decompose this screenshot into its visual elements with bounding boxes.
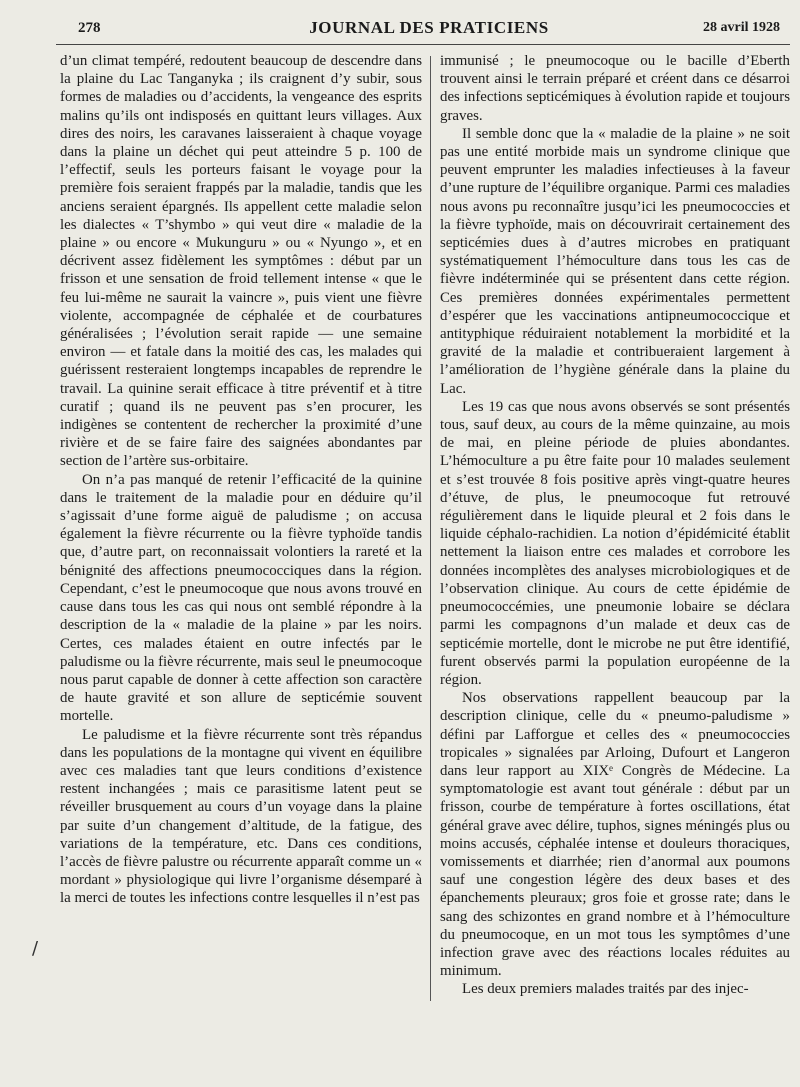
journal-title: JOURNAL DES PRATICIENS bbox=[309, 18, 549, 37]
right-column bbox=[440, 52, 790, 1052]
column-divider bbox=[430, 56, 431, 1001]
paragraph: Nos observations rappellent beaucoup par la description clinique, celle du « pneumo-paludisme » défini par Lafforgue et celles des « pneumococcies tropicales » signalées par Arloing, Dufourt et Langeron dans leur rapport au XIXᵉ Congrès de Médecine. La symptomatologie est avant tout générale : début par un frisson, courbe de température à fortes oscillations, état général grave avec délire, tuphos, signes méningés plus ou moins accusés, céphalée intense et douleurs thoraciques, vomissements et diarrhée; rien d’anormal aux poumons sauf une congestion légère des deux bases et des épanchements pleuraux; gros foie et grosse rate; dans le sang des schizontes en grand nombre et à l’hémoculture du pneumocoque, en un mot tous les symptômes d’une infection grave avec des réactions locales réduites au minimum. bbox=[440, 690, 790, 980]
paragraph: d’un climat tempéré, redoutent beaucoup de descendre dans la plaine du Lac Tanganyka ; ils craignent d’y subir, sous formes de maladies ou d’accidents, la vengeance des esprits malins qu’ils ont indisposés en quittant leurs villages. Aux dires des noirs, les caravanes laisseraient à chaque voyage dans la plaine un déchet qui peut atteindre 5 p. 100 de l’effectif, seuls les porteurs faisant le voyage pour la première fois seraient frappés par la maladie, tandis que les anciens seraient épargnés. Ils appellent cette maladie selon les dialectes « T’shymbo » qui veut dire « maladie de la plaine » ou encore « Mukunguru » ou « Nyungo », et en décrivent assez fidèlement les symptômes : début par un frisson et une sensation de froid tellement intense « que le feu lui-même ne saurait la vaincre », puis vient une fièvre violente, accompagnée de céphalée et de courbatures généralisées ; l’évolution serait rapide — une semaine environ — et fatale dans la moitié des cas, les malades qui guérissent resteraient longtemps incapables de reprendre le travail. La quinine serait efficace à titre préventif et à titre curatif ; quand ils ne peuvent pas s’en procurer, les indigènes se contentent de rechercher la proximité d’une rivière et de se faire faire des saignées abondantes par section de l’artère sus-orbitaire. bbox=[60, 53, 422, 470]
header-rule bbox=[56, 44, 790, 45]
running-header bbox=[78, 14, 780, 44]
paragraph: Le paludisme et la fièvre récurrente sont très répandus dans les populations de la montagne qui vivent en équilibre avec ces maladies tant que leurs conditions d’existence restent inchangées ; mais ce parasitisme latent peut se réveiller brusquement au cours d’un voyage dans la plaine par suite d’un changement d’altitude, de la fatigue, des variations de la température, etc. Dans ces conditions, l’accès de fièvre palustre ou récurrente apparaît comme un « mordant » physiologique qui livre l’organisme désemparé à la merci de toutes les infections contre lesquelles il n’est pas bbox=[60, 726, 422, 907]
paragraph: Les deux premiers malades traités par des injec- bbox=[462, 981, 749, 998]
page-number: 278 bbox=[78, 20, 101, 36]
paragraph: immunisé ; le pneumocoque ou le bacille d’Eberth trouvent ainsi le terrain préparé et créent dans ce désarroi des infections septicémiques à évolution rapide et toujours graves. bbox=[440, 53, 790, 124]
paragraph: Il semble donc que la « maladie de la plaine » ne soit pas une entité morbide mais un syndrome clinique que peuvent emprunter les maladies infectieuses à la faveur d’une rupture de l’équilibre organique. Parmi ces maladies nous avons pu reconnaître jusqu’ici les pneumococcies et la fièvre typhoïde, mais on découvrirait certainement des septicémies dues à d’autres microbes en pratiquant systématiquement l’hémoculture dans tous les cas de fièvre indéterminée qui se présentent dans cette région. Ces premières données expérimentales permettent d’espérer que les vaccinations antipneumococcique et antityphique réduiraient notablement la morbidité et la gravité de la maladie et contribueraient largement à l’amélioration de l’hygiène générale dans la plaine du Lac. bbox=[440, 125, 790, 397]
paragraph: Les 19 cas que nous avons observés se sont présentés tous, sauf deux, au cours de la même quinzaine, au mois de mai, en pleine période de pluies abondantes. L’hémoculture a pu être faite pour 10 malades seulement et s’est trouvée 8 fois positive après vingt-quatre heures d’étuve, de plus, le pneumocoque fut retrouvé régulièrement dans le liquide pleural et 2 fois dans le liquide céphalo-rachidien. La notion d’épidémicité établit nettement la liaison entre ces malades et corrobore les données incomplètes des analyses microbiologiques et de l’observation clinique. Au cours de cette épidémie de pneumococcémies, une pneumonie lobaire se déclara parmi les compagnons d’un malade et deux cas de septicémie mortelle, dont le microbe ne put être identifié, furent observés parmi la population européenne de la région. bbox=[440, 398, 790, 688]
paragraph: On n’a pas manqué de retenir l’efficacité de la quinine dans le traitement de la maladie pour en déduire qu’il s’agissait d’une forme aiguë de paludisme ; on accusa également la fièvre récurrente ou la fièvre typhoïde tandis que, d’autre part, on reconnaissait volontiers la rareté et la bénignité des affections pneumococciques dans la région. Cependant, c’est le pneumocoque que nous avons trouvé en cause dans tous les cas qui nous ont semblé répondre à la description de la « maladie de la plaine » par les noirs. Certes, ces malades étaient en outre infectés par le paludisme ou la fièvre récurrente, mais seul le pneumocoque nous parut capable de donner à cette affection son caractère de haute gravité et son allure de septicémie souvent mortelle. bbox=[60, 471, 422, 725]
left-column bbox=[60, 52, 422, 1052]
issue-date: 28 avril 1928 bbox=[703, 20, 780, 35]
margin-pencil-mark: / bbox=[32, 938, 39, 959]
